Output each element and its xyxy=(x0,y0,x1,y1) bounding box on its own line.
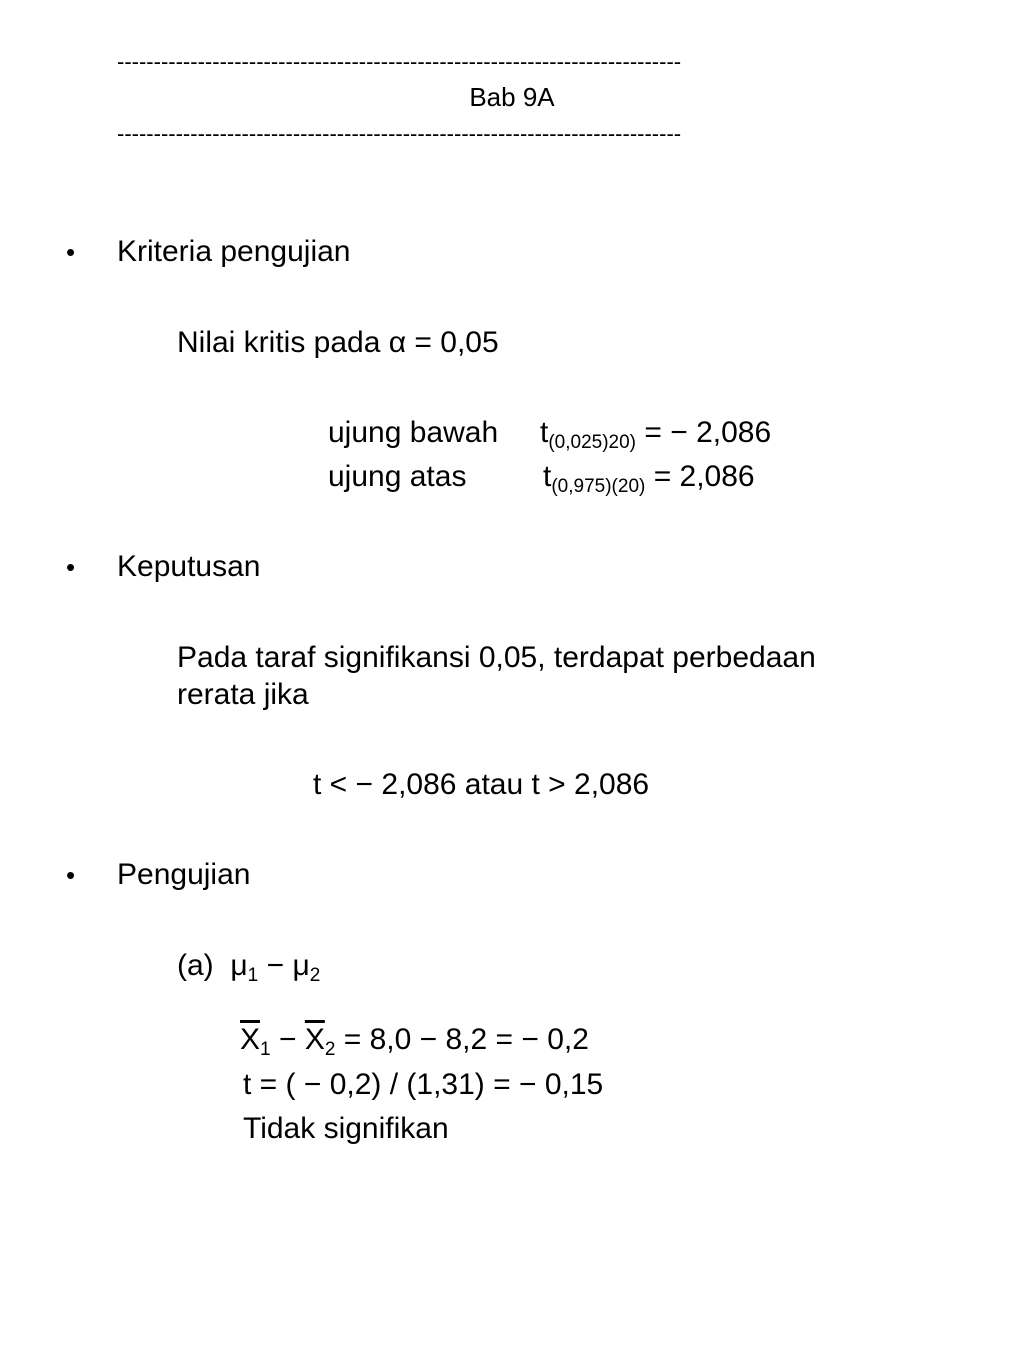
heading-pengujian: Pengujian xyxy=(117,858,251,891)
x-bar-2-subscript: 2 xyxy=(324,1039,336,1060)
header-rule-top: ----------------------------------------------------------------------------- xyxy=(117,50,682,74)
mean-difference-value: = 8,0 − 8,2 = − 0,2 xyxy=(343,1023,589,1056)
mu-1-subscript: 1 xyxy=(247,965,259,986)
upper-t-symbol: t xyxy=(543,460,552,493)
item-a xyxy=(177,948,320,984)
mean-difference xyxy=(240,1022,589,1058)
lower-t-value: = − 2,086 xyxy=(644,416,772,449)
page-title: Bab 9A xyxy=(469,82,555,112)
heading-keputusan: Keputusan xyxy=(117,550,261,583)
x-bar-1-subscript: 1 xyxy=(260,1039,271,1060)
t-calculation: t = ( − 0,2) / (1,31) = − 0,15 xyxy=(243,1068,604,1101)
header-rule-bottom: ----------------------------------------------------------------------------- xyxy=(117,122,682,146)
upper-t-subscript: (0,975)(20) xyxy=(551,476,646,497)
lower-tail-formula xyxy=(540,415,771,451)
upper-t-value: = 2,086 xyxy=(653,460,755,493)
bullet-pengujian: • xyxy=(66,860,76,890)
mu-2-subscript: 2 xyxy=(309,965,321,986)
upper-tail-label: ujung atas xyxy=(328,460,467,493)
item-a-label: (a) xyxy=(177,949,214,982)
lower-t-subscript: (0,025)20) xyxy=(548,432,637,453)
heading-kriteria: Kriteria pengujian xyxy=(117,235,351,268)
lower-tail-label: ujung bawah xyxy=(328,416,499,449)
rejection-condition: t < − 2,086 atau t > 2,086 xyxy=(313,768,650,801)
keputusan-line-1: Pada taraf signifikansi 0,05, terdapat perbedaan xyxy=(177,641,816,674)
upper-tail-formula xyxy=(543,459,755,495)
keputusan-line-2: rerata jika xyxy=(177,678,309,711)
x-bar-1: $\overline{X}$ xyxy=(240,1023,261,1056)
bullet-keputusan: • xyxy=(66,552,76,582)
x-minus: − xyxy=(278,1023,297,1056)
x-bar-2: $\overline{X}$ xyxy=(304,1023,325,1056)
lower-t-symbol: t xyxy=(540,416,549,449)
test-result: Tidak signifikan xyxy=(243,1112,449,1145)
bullet-kriteria: • xyxy=(66,237,76,267)
mu-minus: − xyxy=(266,949,285,982)
mu-1: μ xyxy=(230,949,248,982)
mu-2: μ xyxy=(292,949,310,982)
nilai-kritis-text: Nilai kritis pada α = 0,05 xyxy=(177,326,499,359)
